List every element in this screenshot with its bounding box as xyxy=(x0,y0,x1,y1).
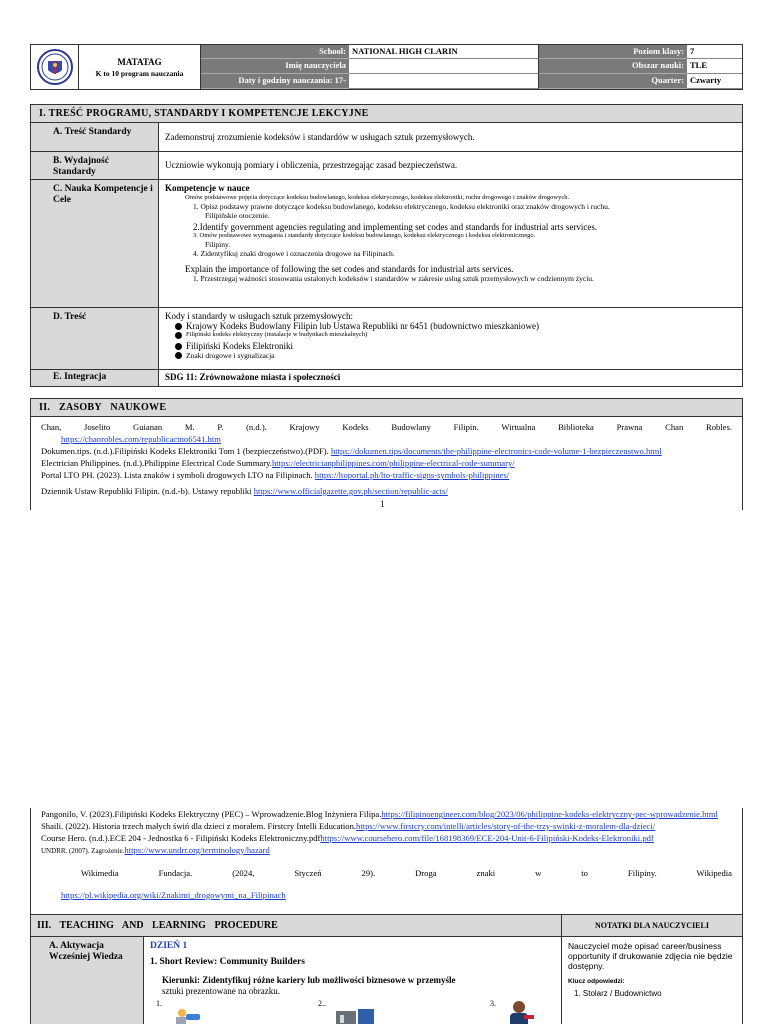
directions-text: Kierunki: Zidentyfikuj różne kariery lub możliwości biznesowe w przemyśle sztuki prezentowane na obrazku. xyxy=(162,975,456,996)
label-content-standards: A. Treść Standardy xyxy=(31,123,159,151)
value-competencies xyxy=(159,180,742,307)
content-intro: Kody i standardy w usługach sztuk przemysłowych: xyxy=(165,311,353,321)
competency-line-5: 4. Zidentyfikuj znaki drogowe i oznaczenia drogowe na Filipinach. xyxy=(193,249,395,258)
level-label: Poziom klasy: xyxy=(539,45,687,59)
reference-link[interactable]: https://electricianphilippines.com/philippine-electrical-code-summary/ xyxy=(271,458,515,468)
label-activation: A. Aktywacja Wcześniej Wiedza xyxy=(31,937,144,1024)
reference-link[interactable]: https://filipinoengineer.com/blog/2023/06/philippine-kodeks-elektryczny-pec-wprowadzenie.html xyxy=(381,809,718,819)
label-integration: E. Integracja xyxy=(31,370,159,386)
reference-item: Dziennik Ustaw Republiki Filipin. (n.d.-b). Ustawy republiki https://www.officialgazette.gov.ph/section/republic-acts/ xyxy=(41,486,448,496)
header-info-grid xyxy=(201,45,742,89)
reference-item: Wikimedia Fundacja. (2024, Styczeń 29). Droga znaki w to Filipiny. Wikipedia xyxy=(80,868,732,878)
row-integration xyxy=(31,370,742,386)
section-2-continued xyxy=(30,808,743,914)
section-3-body xyxy=(31,937,742,1024)
deped-seal-logo xyxy=(31,45,79,89)
header-title-block xyxy=(79,45,201,89)
page-number: 1 xyxy=(380,499,385,509)
teacher-notes-title: NOTATKI DLA NAUCZYCIELI xyxy=(595,921,709,930)
reference-link[interactable]: https://pl.wikipedia.org/wiki/Znakimi_drogowymi_na_Filipinach xyxy=(61,890,286,900)
reference-link[interactable]: https://chanrobles.com/republicactno6541.htm xyxy=(61,434,221,444)
content-item: Filipiński kodeks elektryczny (instalacje w budynkach mieszkalnych) xyxy=(165,331,736,339)
program-subtitle: K to 10 program nauczania xyxy=(95,68,184,78)
competency-line-4: 3. Omów podstawowe wymagania i standardy dotyczące kodeksu budowlanego, kodeksu elektrycznego i kodeksu elektronicznego. xyxy=(193,232,536,239)
competency-line-3: 2.Identify government agencies regulating and implementing set codes and standards for industrial arts services. xyxy=(193,222,598,232)
bullet-icon xyxy=(175,352,182,359)
quarter-value: Czwarty xyxy=(687,74,742,89)
content-item: Krajowy Kodeks Budowlany Filipin lub Ustawa Republiki nr 6451 (budownictwo mieszkaniowe) xyxy=(165,321,736,331)
teacher-notes xyxy=(562,937,742,1024)
area-label: Obszar nauki: xyxy=(539,59,687,74)
career-picture-3: 3. xyxy=(490,999,536,1024)
teacher-value xyxy=(349,59,539,74)
electrician-panel-icon xyxy=(332,1005,380,1024)
row-competencies xyxy=(31,180,742,308)
reference-item: Portal LTO PH. (2023). Lista znaków i symboli drogowych LTO na Filipinach. https://ltoportal.ph/lto-traffic-signs-symbols-philippines/ xyxy=(41,470,510,480)
competency-line-2: 1. Opisz podstawy prawne dotyczące kodeksu budowlanego, kodeksu elektrycznego, kodeksu elektroniki oraz znaków drogowych i ruchu. xyxy=(193,202,610,211)
reference-link[interactable]: https://ltoportal.ph/lto-traffic-signs-symbols-philippines/ xyxy=(314,470,510,480)
bullet-icon xyxy=(175,343,182,350)
school-label: School: xyxy=(201,45,349,59)
reference-item: Chan, Joselito Guianan M. P. (n.d.). Krajowy Kodeks Budowlany Filipin. Wirtualna Biblioteka Prawna Chan Robles. xyxy=(41,422,732,432)
label-performance-standards: B. Wydajność Standardy xyxy=(31,152,159,179)
reference-item: Dokumen.tips. (n.d.).Filipiński Kodeks Elektroniki Tom 1 (bezpieczeństwo).(PDF). https://dokumen.tips/documents/the-philippine-electronics-code-volume-1-bezpieczenstwo.html xyxy=(41,446,662,456)
dates-label: Daty i godziny nauczania: 17- xyxy=(201,74,349,89)
row-content-standards xyxy=(31,123,742,152)
activation-content xyxy=(144,937,562,1024)
reference-link[interactable]: https://www.coursehero.com/file/168198369/ECE-204-Unit-6-Filipiński-Kodeks-Elektroniki.pdf xyxy=(320,833,654,843)
reference-item: UNDRR. (2007). Zagrożenie.https://www.undrr.org/terminology/hazard xyxy=(41,845,270,855)
reference-link-row xyxy=(31,433,742,445)
career-picture-1: 1. xyxy=(156,999,208,1024)
reference-item: Pangonilo, V. (2023).Filipiński Kodeks Elektryczny (PEC) – Wprowadzenie.Blog Inżyniera Filipa.https://filipinoengineer.com/blog/2023/06/philippine-kodeks-elektryczny-pec-wprowadzenie.html xyxy=(41,809,718,819)
content-item: Filipiński Kodeks Elektroniki xyxy=(165,341,736,351)
reference-item: Electrician Philippines. (n.d.).Philippine Electrical Code Summary.https://electricianphilippines.com/philippine-electrical-code-summary/ xyxy=(41,458,515,468)
reference-link[interactable]: https://www.undrr.org/terminology/hazard xyxy=(124,845,270,855)
area-value: TLE xyxy=(687,59,742,74)
section-1-table xyxy=(30,104,743,387)
section-1-title: I. TREŚĆ PROGRAMU, STANDARDY I KOMPETENCJE LEKCYJNE xyxy=(31,105,742,123)
reference-link[interactable]: https://www.officialgazette.gov.ph/section/republic-acts/ xyxy=(253,486,448,496)
notes-text: Nauczyciel może opisać career/business opportunity if drukowanie zdjęcia nie będzie dostępny. xyxy=(568,941,733,971)
reference-link-row xyxy=(31,889,742,901)
value-content xyxy=(159,308,742,369)
references-list xyxy=(31,417,742,497)
competency-line-1: Omów podstawowe pojęcia dotyczące kodeksu budowlanego, kodeksu elektrycznego, kodeksu elektroniki, ruchu drogowego i znaków drogowych. xyxy=(185,194,570,201)
school-value: NATIONAL HIGH CLARIN xyxy=(349,45,539,59)
row-content xyxy=(31,308,742,370)
worker-drilling-icon xyxy=(168,1005,208,1024)
row-performance-standards xyxy=(31,152,742,180)
section-3-table xyxy=(30,914,743,1024)
career-pictures xyxy=(156,999,536,1024)
reference-link[interactable]: https://dokumen.tips/documents/the-philippine-electronics-code-volume-1-bezpieczenstwo.html xyxy=(330,446,662,456)
bullet-icon xyxy=(175,323,182,330)
reference-link[interactable]: https://www.firstcry.com/intelli/articles/story-of-the-trzy-swinki-z-moralem-dla-dzieci/ xyxy=(356,821,656,831)
value-integration: SDG 11: Zrównoważone miasta i społeczności xyxy=(165,372,341,382)
label-content: D. Treść xyxy=(31,308,159,369)
short-review-title: 1. Short Review: Community Builders xyxy=(150,957,305,967)
section-3-header xyxy=(31,915,742,937)
answer-key-item: 1. Stolarz / Budownictwo xyxy=(574,989,662,998)
section-3-title: III. TEACHING AND LEARNING PROCEDURE xyxy=(31,915,562,936)
dates-value xyxy=(349,74,539,89)
competency-line-7: 1. Przestrzegaj ważności stosowania ustalonych kodeksów i standardów w zakresie usług sztuk przemysłowych w codziennym życiu. xyxy=(193,274,594,283)
value-content-standards: Zademonstruj zrozumienie kodeksów i standardów w usługach sztuk przemysłowych. xyxy=(165,131,475,142)
content-item: Znaki drogowe i sygnalizacja xyxy=(165,351,736,360)
section-2-title: II. ZASOBY NAUKOWE xyxy=(31,399,742,417)
day-label: DZIEŃ 1 xyxy=(150,941,188,951)
competency-line-6: Explain the importance of following the set codes and standards for industrial arts services. xyxy=(185,264,514,274)
seal-icon xyxy=(36,48,74,86)
level-value: 7 xyxy=(687,45,742,59)
header-table xyxy=(30,44,743,90)
bullet-icon xyxy=(175,332,182,339)
value-performance-standards: Uczniowie wykonują pomiary i obliczenia, przestrzegając zasad bezpieczeństwa. xyxy=(165,160,458,170)
competency-line-4b: Filipiny. xyxy=(205,240,231,249)
career-picture-2: 2.. xyxy=(318,999,380,1024)
section-2-table xyxy=(30,398,743,510)
technician-icon xyxy=(502,999,536,1024)
program-title: MATATAG xyxy=(117,56,162,67)
competencies-heading: Kompetencje w nauce xyxy=(165,183,250,193)
quarter-label: Quarter: xyxy=(539,74,687,89)
teacher-label: Imię nauczyciela xyxy=(201,59,349,74)
label-competencies: C. Nauka Kompetencje i Cele xyxy=(31,180,159,307)
competency-line-2b: Filipińskie otoczenie. xyxy=(205,211,270,220)
reference-item: Shaili. (2022). Historia trzech małych świń dla dzieci z morałem. Firstcry Intelli Education.https://www.firstcry.com/intelli/articles/story-of-the-trzy-swinki-z-moralem-dla-dzieci/ xyxy=(41,821,656,831)
reference-item: Course Hero. (n.d.).ECE 204 - Jednostka 6 - Filipiński Kodeks Elektroniczny.pdfhttps://www.coursehero.com/file/168198369/ECE-204-Unit-6-Filipiński-Kodeks-Elektroniki.pdf xyxy=(41,833,654,843)
answer-key-label: Klucz odpowiedzi: xyxy=(568,978,625,985)
